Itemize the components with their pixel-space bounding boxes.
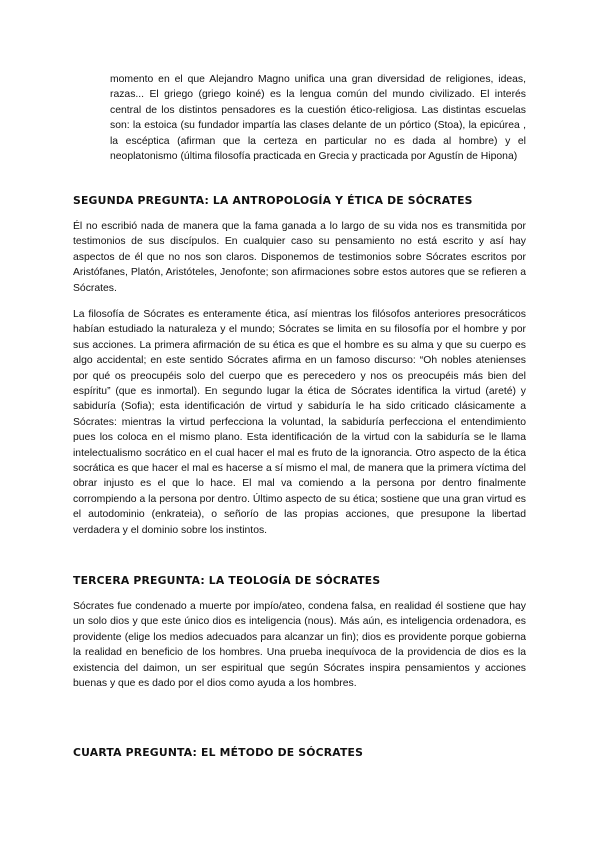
section-heading-fourth-question: CUARTA PREGUNTA: EL MÉTODO DE SÓCRATES	[73, 746, 364, 759]
intro-paragraph: momento en el que Alejandro Magno unifica una gran diversidad de religiones, ideas, razas... El griego (griego koiné) es la lengua común del mundo civilizado. El interés central de los distintos pensadores es la cuestión ético-religiosa. Las distintas escuelas son: la estoica (su fundador impartía las clases delante de un pórtico (Stoa), la epicúrea , la escéptica (afirman que la certeza en particular no es dada al hombre) y el neoplatonismo (última filosofía practicada en Grecia y practicada por Agustín de Hipona)	[110, 74, 526, 163]
section-heading-second-question: SEGUNDA PREGUNTA: LA ANTROPOLOGÍA Y ÉTICA DE SÓCRATES	[73, 194, 473, 207]
second-question-paragraph-1: Él no escribió nada de manera que la fama ganada a lo largo de su vida nos es transmitida por testimonios de sus discípulos. En cualquier caso su pensamiento no está escrito y así hay aspectos de él que no nos son claros. Disponemos de testimonios sobre Sócrates escritos por Aristófanes, Platón, Aristóteles, Jenofonte; son afirmaciones sobre estos autores que se refieren a Sócrates.	[73, 221, 526, 294]
third-question-paragraph-1: Sócrates fue condenado a muerte por impío/ateo, condena falsa, en realidad él sostiene que hay un solo dios y que este único dios es inteligencia (nous). Más aún, es inteligencia ordenadora, es providente (elige los medios adecuados para alcanzar un fin); dios es providente porque gobierna la realidad en beneficio de los hombres. Una prueba inequívoca de la providencia de dios es la existencia del daimon, un ser espiritual que según Sócrates inspira pensamientos y acciones buenas y que es dado por el dios como ayuda a los hombres.	[73, 601, 526, 690]
section-heading-third-question: TERCERA PREGUNTA: LA TEOLOGÍA DE SÓCRATES	[73, 574, 381, 587]
second-question-paragraph-2: La filosofía de Sócrates es enteramente ética, así mientras los filósofos anteriores presocráticos habían estudiado la naturaleza y el mundo; Sócrates se limita en su filosofía por el hombre y por sus acciones. La primera afirmación de su ética es que el hombre es su alma y que su cuerpo es algo accidental; en este sentido Sócrates afirma en un famoso discurso: “Oh nobles atenienses por qué os preocupéis solo del cuerpo que es perecedero y nos os preocupéis más bien del espíritu” (que es inmortal). En segundo lugar la ética de Sócrates identifica la virtud (areté) y sabiduría (Sofia); esta identificación de virtud y sabiduría le ha sido criticado clásicamente a Sócrates: mientras la virtud perfecciona la voluntad, la sabiduría perfecciona el entendimiento pues los coloca en el mismo plano. Esta identificación de la virtud con la sabiduría se le llama intelectualismo socrático en el cual hacer el mal es fruto de la ignorancia. Otro aspecto de la ética socrática es que hacer el mal es hacerse a sí mismo el mal, de manera que la primera víctima del obrar injusto es el que lo hace. El mal va comiendo a la persona por dentro finalmente corrompiendo a la persona por dentro. Último aspecto de su ética; sostiene que una gran virtud es el autodominio (enkrateia), o señorío de las propias acciones, que presupone la libertad verdadera y el dominio sobre los instintos.	[73, 309, 526, 536]
